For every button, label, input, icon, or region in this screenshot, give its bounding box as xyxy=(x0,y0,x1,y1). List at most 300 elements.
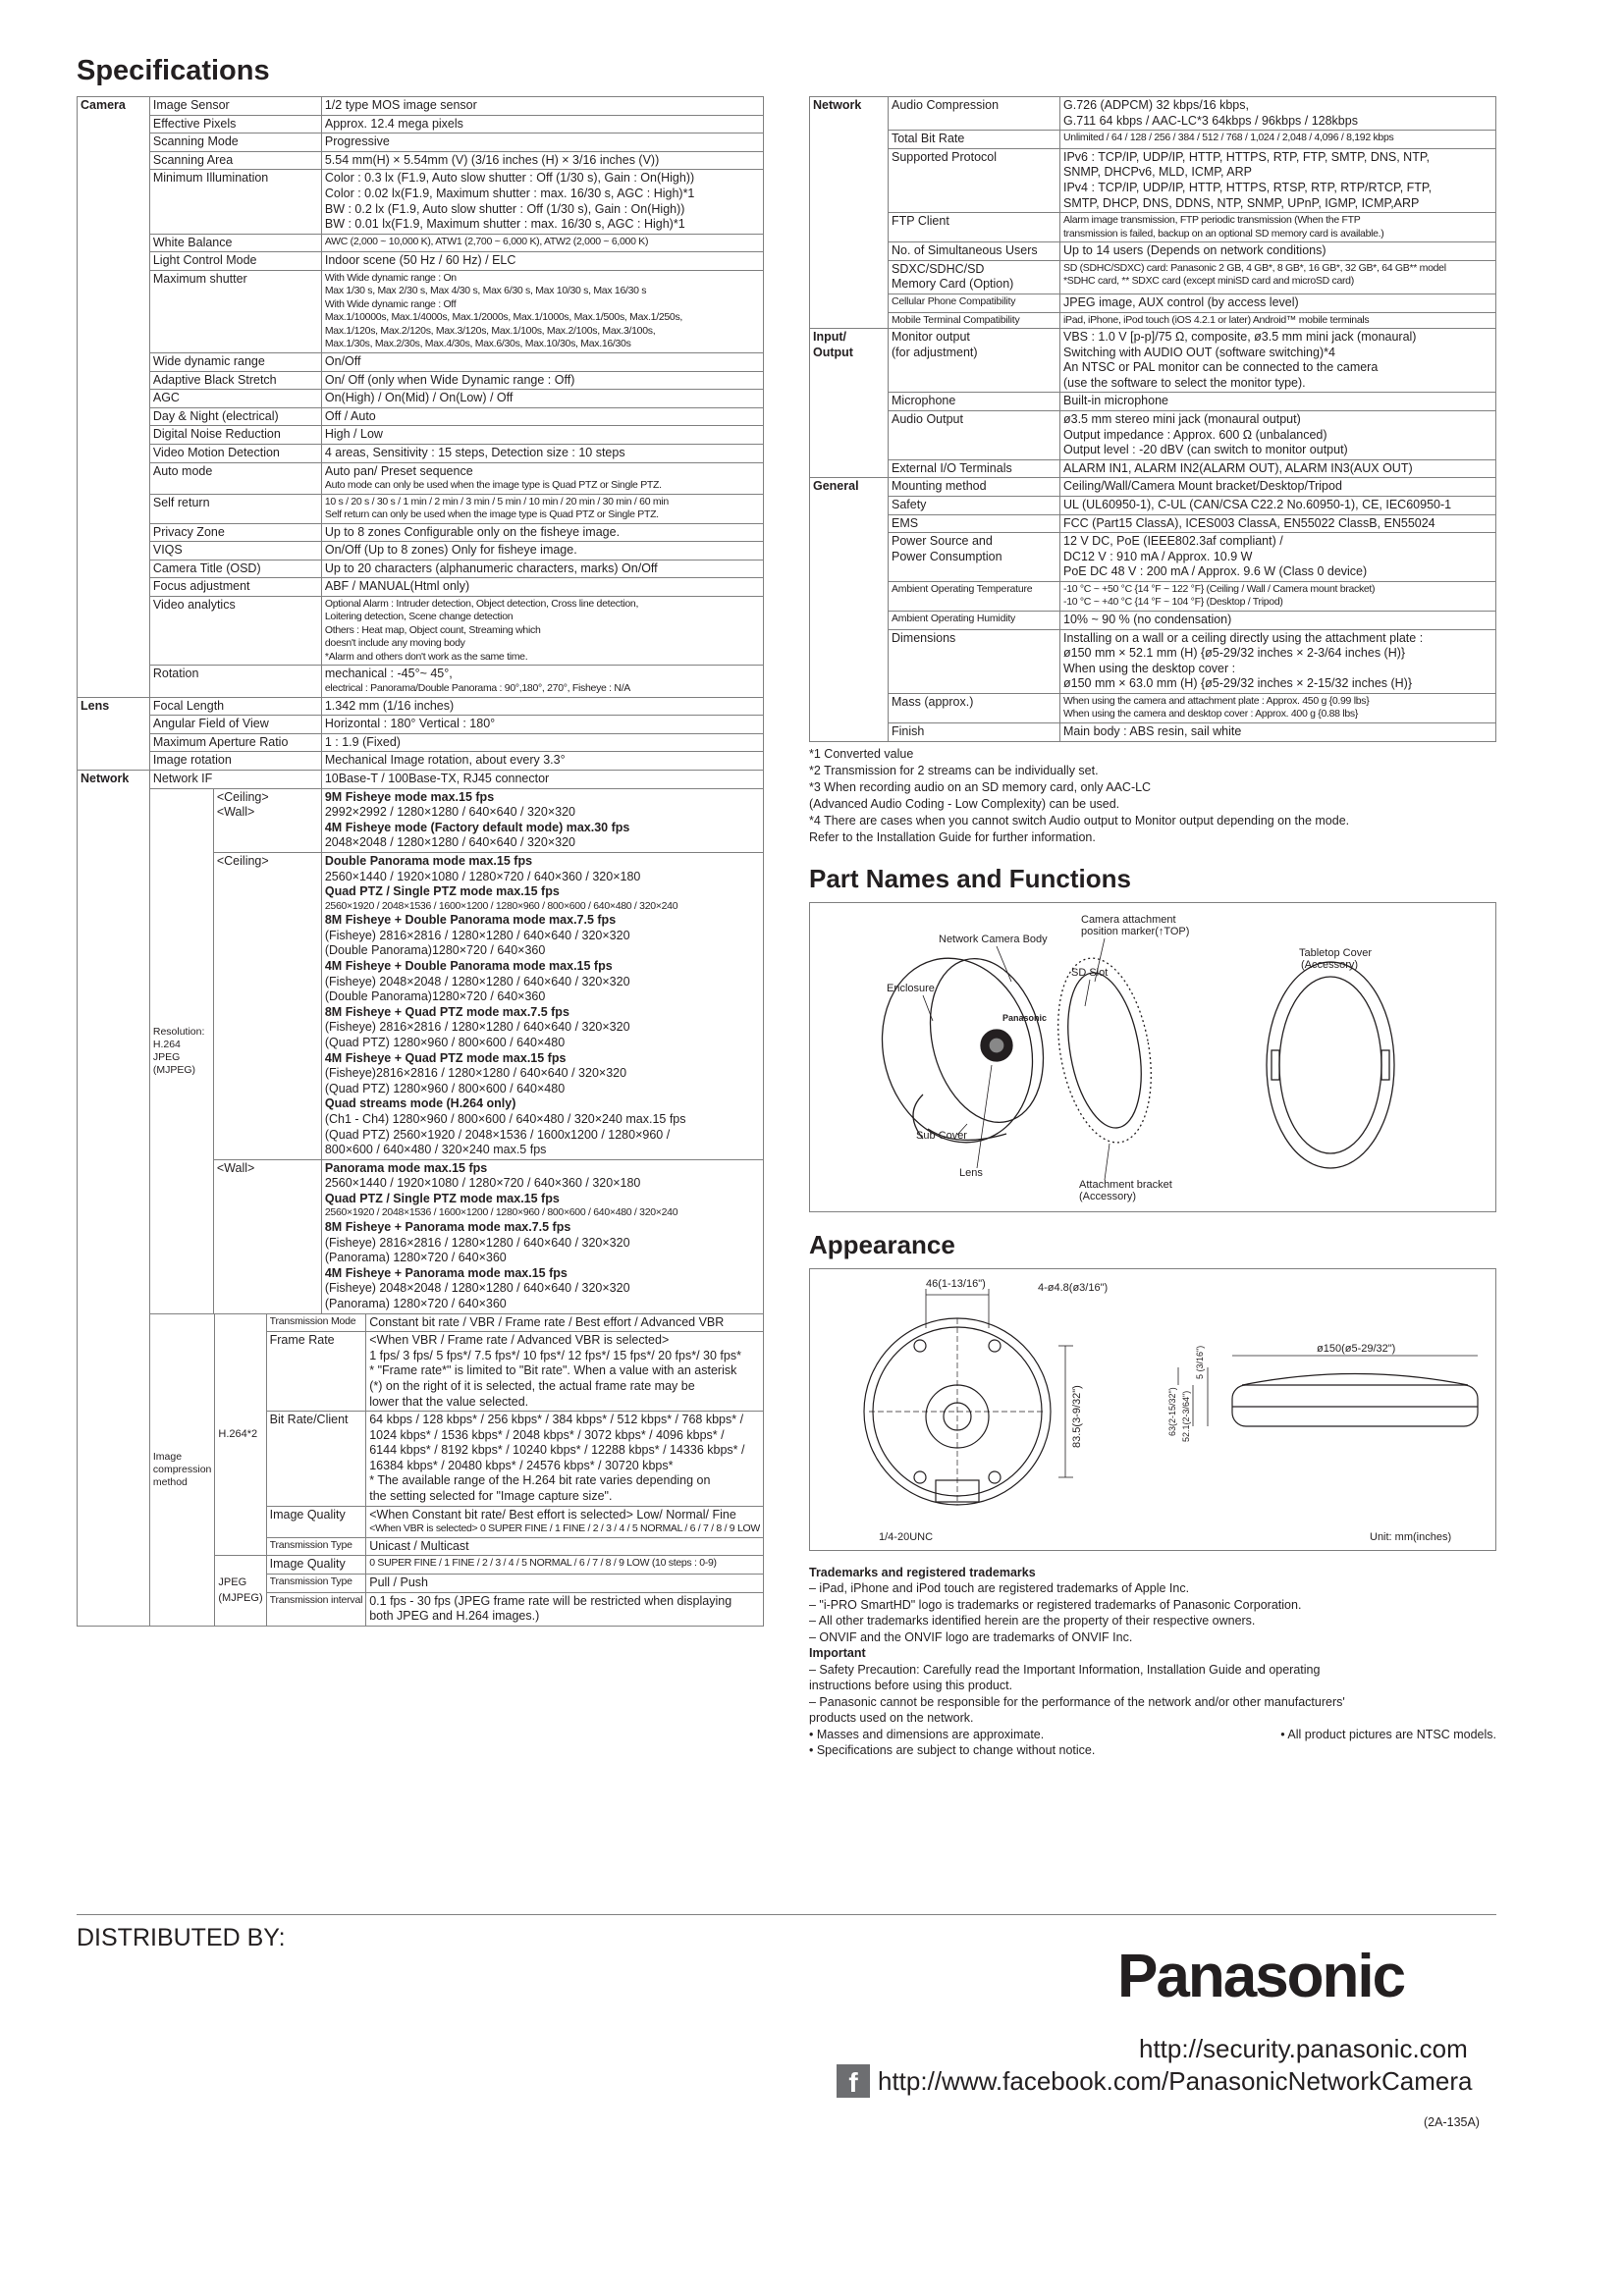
spec-label-cell xyxy=(149,733,321,752)
spec-row xyxy=(810,459,1496,478)
mount-type-cell xyxy=(213,788,321,852)
spec-label-cell xyxy=(889,611,1060,629)
spec-value-cell xyxy=(321,426,763,445)
spec-value-line: 2560×1920 / 2048×1536 / 1600×1200 / 1280×960 / 800×600 / 640×480 / 320×240 xyxy=(324,899,678,912)
spec-value-line: Switching with AUDIO OUT (software switching)*4 xyxy=(1063,345,1335,359)
spec-row xyxy=(810,478,1496,497)
spec-value-line: 4M Fisheye + Quad PTZ mode max.15 fps xyxy=(324,1050,567,1065)
facebook-link-row[interactable] xyxy=(837,2064,1473,2098)
spec-row xyxy=(78,578,764,597)
network-detail-cell xyxy=(149,788,763,1626)
spec-value-cell xyxy=(321,170,763,234)
spec-value-line: (Quad PTZ) 2560×1920 / 2048×1536 / 1600x1200 / 1280×960 / xyxy=(324,1127,671,1142)
spec-value-line: 2992×2992 / 1280×1280 / 640×640 / 320×320 xyxy=(324,805,575,820)
spec-row xyxy=(810,260,1496,294)
spec-label-cell xyxy=(149,560,321,578)
spec-label: Total Bit Rate xyxy=(892,132,965,146)
spec-label: Maximum Aperture Ratio xyxy=(152,734,289,749)
compression-value-cell xyxy=(366,1412,764,1507)
spec-value-line: 10 s / 20 s / 30 s / 1 min / 2 min / 3 min / 5 min / 10 min / 20 min / 30 min / 60 min xyxy=(324,495,669,507)
spec-category xyxy=(78,770,150,1626)
spec-label: AGC xyxy=(152,391,180,405)
spec-label: Minimum Illumination xyxy=(152,171,269,186)
spec-row xyxy=(78,494,764,523)
spec-value-line: SMTP, DHCP, DNS, DDNS, NTP, SNMP, UPnP, IGMP, ICMP,ARP xyxy=(1063,195,1420,210)
spec-label: Focus adjustment xyxy=(152,579,250,594)
spec-value-line: (Fisheye) 2048×2048 / 1280×1280 / 640×640 / 320×320 xyxy=(324,1281,630,1296)
spec-row xyxy=(810,213,1496,242)
spec-value-line: 800×600 / 640×480 / 320×240 max.5 fps xyxy=(324,1143,547,1157)
footnote: (Advanced Audio Coding - Low Complexity) can be used. xyxy=(809,796,1120,811)
spec-value-line: 1024 kbps* / 1536 kbps* / 2048 kbps* / 3072 kbps* / 4096 kbps* / xyxy=(369,1427,725,1442)
spec-value-line: 8M Fisheye + Double Panorama mode max.7.5 fps xyxy=(324,913,617,928)
spec-row xyxy=(78,133,764,152)
compression-table xyxy=(149,1313,764,1627)
spec-value-line: mechanical : -45°~ 45°, xyxy=(324,667,453,681)
spec-category-text: Input/ xyxy=(813,330,847,345)
spec-label-cell xyxy=(149,352,321,371)
spec-value-cell xyxy=(1060,213,1496,242)
compression-label-cell xyxy=(266,1332,366,1412)
spec-value-cell xyxy=(321,390,763,408)
spec-value-line: PoE DC 48 V : 200 mA / Approx. 9.6 W (Class 0 device) xyxy=(1063,564,1368,579)
spec-row xyxy=(78,170,764,234)
appearance-figure xyxy=(809,1268,1496,1551)
spec-label: Network IF xyxy=(152,771,213,785)
specifications-change-note: • Specifications are subject to change without notice. xyxy=(809,1743,1096,1757)
spec-value-line: 2560×1440 / 1920×1080 / 1280×720 / 640×360 / 320×180 xyxy=(324,869,641,883)
spec-label: Frame Rate xyxy=(269,1333,335,1348)
spec-row xyxy=(78,542,764,561)
spec-value-cell xyxy=(1060,294,1496,312)
spec-value-line: FCC (Part15 ClassA), ICES003 ClassA, EN55022 ClassB, EN55024 xyxy=(1063,515,1435,530)
spec-value-line: Built-in microphone xyxy=(1063,394,1168,408)
spec-category-text: Output xyxy=(813,345,853,359)
spec-value-line: 64 kbps / 128 kbps* / 256 kbps* / 384 kbps* / 512 kbps* / 768 kbps* / xyxy=(369,1413,744,1427)
lens-label: Lens xyxy=(959,1166,983,1179)
spec-value-cell xyxy=(321,716,763,734)
resolution-side-label xyxy=(149,788,213,1313)
dim-83-5-label: 83.5(3-9/32") xyxy=(1071,1384,1083,1448)
attachment-bracket-label: Attachment bracket xyxy=(1079,1178,1172,1191)
dim-46-label: 46(1-13/16") xyxy=(926,1277,986,1290)
spec-value-line: Quad PTZ / Single PTZ mode max.15 fps xyxy=(324,1191,560,1205)
important-heading: Important xyxy=(809,1646,866,1660)
compression-side-label xyxy=(149,1313,215,1626)
spec-label: Ambient Operating Temperature xyxy=(892,582,1033,595)
spec-label-cell xyxy=(889,393,1060,411)
mount-type-text: <Ceiling> xyxy=(216,789,269,804)
spec-row xyxy=(78,560,764,578)
spec-value-line: Max 1/30 s, Max 2/30 s, Max 4/30 s, Max 6/30 s, Max 10/30 s, Max 16/30 s xyxy=(324,285,647,297)
trademark-line: – ONVIF and the ONVIF logo are trademarks of ONVIF Inc. xyxy=(809,1629,1133,1644)
tabletop-cover-shape xyxy=(1267,962,1394,1168)
spec-label: External I/O Terminals xyxy=(892,460,1012,475)
jpeg-label xyxy=(215,1556,266,1626)
spec-row xyxy=(78,666,764,697)
spec-value-cell xyxy=(1060,148,1496,212)
ntsc-note: • All product pictures are NTSC models. xyxy=(1280,1727,1496,1741)
compression-side-text: method xyxy=(152,1475,188,1488)
mount-type-text: <Wall> xyxy=(216,1160,255,1175)
spec-value-line: (*) on the right of it is selected, the actual frame rate may be xyxy=(369,1378,695,1393)
spec-label-cell xyxy=(149,462,321,494)
spec-value-line: (Fisheye) 2048×2048 / 1280×1280 / 640×640 / 320×320 xyxy=(324,974,630,988)
spec-value-line: (Fisheye) 2816×2816 / 1280×1280 / 640×640 / 320×320 xyxy=(324,1235,630,1250)
spec-row xyxy=(78,390,764,408)
security-url-link[interactable]: http://security.panasonic.com xyxy=(1139,2034,1468,2063)
spec-value-line: Max.1/30s, Max.2/30s, Max.4/30s, Max.6/30s, Max.10/30s, Max.16/30s xyxy=(324,338,631,350)
spec-row xyxy=(78,752,764,771)
spec-value-line: Color : 0.02 lx(F1.9, Maximum shutter : max. 16/30 s, AGC : High)*1 xyxy=(324,186,695,200)
spec-value-cell xyxy=(321,115,763,133)
compression-row xyxy=(149,1556,763,1575)
spec-value-cell xyxy=(321,407,763,426)
spec-label-cell xyxy=(149,666,321,697)
spec-category xyxy=(810,478,889,741)
spec-row xyxy=(78,523,764,542)
spec-label-cell xyxy=(149,770,321,788)
spec-label: Mounting method xyxy=(892,479,987,494)
spec-label: White Balance xyxy=(152,235,233,249)
mount-type-cell xyxy=(213,852,321,1159)
spec-value-line: 10% ~ 90 % (no condensation) xyxy=(1063,612,1232,626)
spec-value-cell xyxy=(1060,533,1496,582)
spec-label: Light Control Mode xyxy=(152,253,257,268)
important-line: – Safety Precaution: Carefully read the Important Information, Installation Guide and operating xyxy=(809,1662,1321,1677)
spec-label: Bit Rate/Client xyxy=(269,1413,349,1427)
spec-row xyxy=(78,371,764,390)
jpeg-label-text: JPEG xyxy=(218,1575,247,1588)
spec-value-cell xyxy=(321,733,763,752)
spec-label: SDXC/SDHC/SD xyxy=(892,261,985,276)
footer-divider xyxy=(77,1914,1496,1915)
compression-row xyxy=(149,1313,763,1332)
position-marker-label: position marker(↑TOP) xyxy=(1081,925,1190,937)
spec-value-line: UL (UL60950-1), C-UL (CAN/CSA C22.2 No.60950-1), CE, IEC60950-1 xyxy=(1063,497,1452,511)
compression-value-cell xyxy=(366,1332,764,1412)
spec-value-line: 0.1 fps - 30 fps (JPEG frame rate will be restricted when displaying xyxy=(369,1593,732,1608)
spec-value-line: When using the desktop cover : xyxy=(1063,661,1236,675)
resolution-side-text: JPEG xyxy=(152,1050,181,1063)
spec-category-text: Network xyxy=(81,771,130,785)
spec-label: Focal Length xyxy=(152,698,225,713)
document-code: (2A-135A) xyxy=(1424,2115,1480,2129)
spec-value-line: 5.54 mm(H) × 5.54mm (V) (3/16 inches (H) × 3/16 inches (V)) xyxy=(324,152,660,167)
spec-row xyxy=(810,533,1496,582)
spec-label-cell xyxy=(149,596,321,666)
compression-label-cell xyxy=(266,1556,366,1575)
spec-label: Self return xyxy=(152,495,210,509)
spec-value-line: 4M Fisheye mode (Factory default mode) max.30 fps xyxy=(324,820,630,834)
spec-label: Supported Protocol xyxy=(892,149,998,164)
spec-label-cell xyxy=(149,390,321,408)
spec-value-cell xyxy=(1060,514,1496,533)
appearance-drawing xyxy=(810,1269,1497,1552)
spec-label: Privacy Zone xyxy=(152,524,225,539)
spec-label-cell xyxy=(149,115,321,133)
spec-label-cell xyxy=(149,697,321,716)
spec-label: EMS xyxy=(892,515,919,530)
spec-category-text: Lens xyxy=(81,698,110,713)
jpeg-label-text: (MJPEG) xyxy=(218,1591,263,1604)
spec-value-line: When using the camera and attachment plate : Approx. 450 g {0.99 lbs} xyxy=(1063,694,1370,707)
spec-value-line: Up to 8 zones Configurable only on the fisheye image. xyxy=(324,524,621,539)
spec-value-line: 2560×1440 / 1920×1080 / 1280×720 / 640×360 / 320×180 xyxy=(324,1176,641,1191)
spec-value-line: On/Off (Up to 8 zones) Only for fisheye image. xyxy=(324,543,577,558)
spec-value-line: (Double Panorama)1280×720 / 640×360 xyxy=(324,989,546,1004)
spec-value-line: When using the camera and desktop cover : Approx. 400 g {0.88 lbs} xyxy=(1063,708,1359,721)
spec-table-right xyxy=(809,96,1496,742)
spec-value-cell xyxy=(1060,581,1496,611)
compression-label-cell xyxy=(266,1506,366,1537)
spec-value-line: ø3.5 mm stereo mini jack (monaural output) xyxy=(1063,412,1301,426)
spec-value-line: Panorama mode max.15 fps xyxy=(324,1160,488,1175)
spec-value-cell xyxy=(321,697,763,716)
spec-value-line: AWC (2,000 ~ 10,000 K), ATW1 (2,700 ~ 6,000 K), ATW2 (2,000 ~ 6,000 K) xyxy=(324,235,649,247)
spec-value-line: G.711 64 kbps / AAC-LC*3 64kbps / 96kbps / 128kbps xyxy=(1063,113,1358,128)
spec-value-line: Pull / Push xyxy=(369,1575,428,1589)
spec-value-line: -10 °C ~ +50 °C {14 °F ~ 122 °F} (Ceiling / Wall / Camera mount bracket) xyxy=(1063,582,1376,595)
spec-row xyxy=(78,234,764,252)
spec-label-cell xyxy=(149,444,321,462)
resolution-row xyxy=(149,788,763,852)
spec-label: Scanning Mode xyxy=(152,134,239,149)
spec-value-cell xyxy=(321,371,763,390)
spec-value-line: (Panorama) 1280×720 / 640×360 xyxy=(324,1296,507,1310)
resolution-values-cell xyxy=(321,1159,763,1313)
spec-label: Mobile Terminal Compatibility xyxy=(892,313,1020,326)
spec-row xyxy=(810,393,1496,411)
spec-value-line: Output level : -20 dBV (can switch to monitor output) xyxy=(1063,443,1348,457)
spec-table-left xyxy=(77,96,764,1627)
spec-value-line: ALARM IN1, ALARM IN2(ALARM OUT), ALARM IN3(AUX OUT) xyxy=(1063,460,1413,475)
part-names-figure xyxy=(809,902,1496,1212)
spec-label: Ambient Operating Humidity xyxy=(892,612,1016,624)
footnote: *4 There are cases when you cannot switch Audio output to Monitor output depending on the mode. xyxy=(809,813,1350,828)
spec-row xyxy=(78,352,764,371)
spec-value-line: -10 °C ~ +40 °C {14 °F ~ 104 °F} (Desktop / Tripod) xyxy=(1063,596,1283,609)
spec-label: Angular Field of View xyxy=(152,717,269,731)
spec-value-line: (Quad PTZ) 1280×960 / 800×600 / 640×480 xyxy=(324,1035,566,1049)
spec-value-line: lower that the value selected. xyxy=(369,1394,529,1409)
spec-row xyxy=(810,722,1496,741)
facebook-url-link[interactable]: http://www.facebook.com/PanasonicNetworkCamera xyxy=(878,2065,1473,2096)
spec-row xyxy=(810,312,1496,329)
spec-value-line: 4M Fisheye + Double Panorama mode max.15 fps xyxy=(324,958,613,973)
spec-value-line: (Fisheye) 2816×2816 / 1280×1280 / 640×640 / 320×320 xyxy=(324,1020,630,1035)
spec-value-line: Main body : ABS resin, sail white xyxy=(1063,723,1242,738)
spec-value-line: transmission is failed, backup on an optional SD memory card is available.) xyxy=(1063,227,1384,240)
spec-label-cell xyxy=(149,97,321,116)
spec-value-line: High / Low xyxy=(324,427,383,442)
spec-value-cell xyxy=(1060,393,1496,411)
attachment-bracket-accessory-label: (Accessory) xyxy=(1079,1190,1137,1202)
spec-value-line: both JPEG and H.264 images.) xyxy=(369,1609,540,1624)
spec-label: Power Consumption xyxy=(892,549,1002,563)
resolution-row xyxy=(149,1159,763,1313)
spec-value-cell xyxy=(1060,496,1496,514)
spec-value-line: * The available range of the H.264 bit rate varies depending on xyxy=(369,1473,711,1488)
spec-value-line: 1 : 1.9 (Fixed) xyxy=(324,734,401,749)
spec-value-line: Optional Alarm : Intruder detection, Object detection, Cross line detection, xyxy=(324,597,639,610)
spec-value-line: 9M Fisheye mode max.15 fps xyxy=(324,789,495,804)
spec-row xyxy=(810,581,1496,611)
spec-value-line: Ceiling/Wall/Camera Mount bracket/Desktop/Tripod xyxy=(1063,479,1342,494)
compression-value-cell xyxy=(366,1537,764,1556)
spec-value-cell xyxy=(321,444,763,462)
tabletop-cover-accessory-label: (Accessory) xyxy=(1301,958,1359,971)
spec-row xyxy=(810,294,1496,312)
spec-value-line: Unlimited / 64 / 128 / 256 / 384 / 512 / 768 / 1,024 / 2,048 / 4,096 / 8,192 kbps xyxy=(1063,132,1394,144)
spec-category xyxy=(810,329,889,478)
enclosure-shape xyxy=(862,940,1053,1158)
spec-label-cell xyxy=(889,693,1060,722)
spec-row xyxy=(78,270,764,352)
compression-value-cell xyxy=(366,1592,764,1626)
spec-value-cell xyxy=(1060,329,1496,393)
spec-label: Audio Output xyxy=(892,412,963,426)
spec-value-line: SD (SDHC/SDXC) card: Panasonic 2 GB, 4 GB*, 8 GB*, 16 GB*, 32 GB*, 64 GB** model xyxy=(1063,261,1446,274)
trademarks-heading: Trademarks and registered trademarks xyxy=(809,1565,1036,1579)
compression-value-cell xyxy=(366,1574,764,1592)
spec-value-line: doesn't include any moving body xyxy=(324,637,465,650)
spec-value-cell xyxy=(321,542,763,561)
footnote: *1 Converted value xyxy=(809,746,914,761)
spec-row xyxy=(78,151,764,170)
spec-label-cell xyxy=(889,514,1060,533)
spec-label-cell xyxy=(889,722,1060,741)
spec-value-cell xyxy=(321,133,763,152)
spec-value-cell xyxy=(321,523,763,542)
spec-row xyxy=(78,697,764,716)
spec-label-cell xyxy=(889,581,1060,611)
spec-row xyxy=(78,716,764,734)
resolution-values-cell xyxy=(321,788,763,852)
resolution-values-cell xyxy=(321,852,763,1159)
spec-label-cell xyxy=(889,629,1060,693)
spec-value-line: <When Constant bit rate/ Best effort is selected> Low/ Normal/ Fine xyxy=(369,1507,736,1522)
spec-value-line: ø150 mm × 63.0 mm (H) {ø5-29/32 inches × 2-15/32 inches (H)} xyxy=(1063,676,1413,691)
spec-value-line: Self return can only be used when the image type is Quad PTZ or Single PTZ. xyxy=(324,508,659,521)
dim-150-label: ø150(ø5-29/32") xyxy=(1317,1342,1396,1355)
spec-value-cell xyxy=(1060,722,1496,741)
spec-label: Image rotation xyxy=(152,753,232,768)
spec-label: (for adjustment) xyxy=(892,345,978,359)
spec-category xyxy=(78,97,150,698)
spec-value-line: 0 SUPER FINE / 1 FINE / 2 / 3 / 4 / 5 NORMAL / 6 / 7 / 8 / 9 LOW (10 steps : 0-9) xyxy=(369,1557,717,1570)
spec-value-line: <When VBR / Frame rate / Advanced VBR is selected> xyxy=(369,1333,670,1348)
resolution-side-text: Resolution: xyxy=(152,1025,205,1038)
important-line: instructions before using this product. xyxy=(809,1679,1013,1692)
spec-label: Monitor output xyxy=(892,330,970,345)
spec-label: Camera Title (OSD) xyxy=(152,561,261,575)
spec-value-line: 4M Fisheye + Panorama mode max.15 fps xyxy=(324,1265,568,1280)
spec-label-cell xyxy=(149,752,321,771)
spec-row xyxy=(78,733,764,752)
footnote: Refer to the Installation Guide for further information. xyxy=(809,829,1096,844)
enclosure-label: Enclosure xyxy=(887,982,935,994)
sd-slot-label: SD Slot xyxy=(1071,966,1109,979)
spec-value-line: On(High) / On(Mid) / On(Low) / Off xyxy=(324,391,514,405)
resolution-row xyxy=(149,852,763,1159)
spec-value-cell xyxy=(1060,629,1496,693)
spec-category-text: General xyxy=(813,479,859,494)
camera-attachment-label: Camera attachment xyxy=(1081,913,1176,926)
compression-label-cell xyxy=(266,1313,366,1332)
spec-value-line: (Fisheye)2816×2816 / 1280×1280 / 640×640 / 320×320 xyxy=(324,1066,627,1081)
spec-value-line: Alarm image transmission, FTP periodic transmission (When the FTP xyxy=(1063,214,1361,227)
spec-row xyxy=(810,329,1496,393)
spec-value-cell xyxy=(1060,312,1496,329)
spec-label-cell xyxy=(149,494,321,523)
spec-row xyxy=(810,131,1496,149)
mount-type-cell xyxy=(213,1159,321,1313)
spec-value-cell xyxy=(1060,97,1496,131)
spec-label-cell xyxy=(889,478,1060,497)
resolution-table xyxy=(149,788,764,1314)
spec-value-line: *Alarm and others don't work as the same time. xyxy=(324,650,528,663)
spec-label-cell xyxy=(889,148,1060,212)
important-line: products used on the network. xyxy=(809,1711,974,1725)
spec-value-line: 6144 kbps* / 8192 kbps* / 10240 kbps* / 12288 kbps* / 14336 kbps* / xyxy=(369,1443,745,1458)
footnote: *3 When recording audio on an SD memory card, only AAC-LC xyxy=(809,779,1152,794)
spec-category xyxy=(78,697,150,770)
spec-value-line: On/ Off (only when Wide Dynamic range : Off) xyxy=(324,372,575,387)
spec-label: Effective Pixels xyxy=(152,116,237,131)
spec-row xyxy=(810,611,1496,629)
spec-label: Wide dynamic range xyxy=(152,353,265,368)
h264-label: H.264*2 xyxy=(215,1313,266,1556)
spec-value-line: <When VBR is selected> 0 SUPER FINE / 1 FINE / 2 / 3 / 4 / 5 NORMAL / 6 / 7 / 8 / 9 LOW xyxy=(369,1522,760,1535)
spec-label-cell xyxy=(149,716,321,734)
spec-row xyxy=(810,629,1496,693)
network-camera-body-label: Network Camera Body xyxy=(939,933,1048,945)
spec-label: Maximum shutter xyxy=(152,271,247,286)
spec-label: Video analytics xyxy=(152,597,236,612)
spec-value-line: An NTSC or PAL monitor can be connected to the camera xyxy=(1063,360,1379,375)
spec-label: Auto mode xyxy=(152,463,213,478)
spec-value-line: Others : Heat map, Object count, Streaming which xyxy=(324,623,541,636)
spec-row xyxy=(810,411,1496,460)
spec-label: Adaptive Black Stretch xyxy=(152,372,277,387)
part-names-diagram xyxy=(810,903,1497,1213)
spec-row xyxy=(78,115,764,133)
mount-type-text: <Ceiling> xyxy=(216,853,269,868)
spec-value-line: (Ch1 - Ch4) 1280×960 / 800×600 / 640×480 / 320×240 max.15 fps xyxy=(324,1111,686,1126)
spec-row xyxy=(78,770,764,788)
spec-label: Transmission Mode xyxy=(269,1314,356,1327)
spec-label: Memory Card (Option) xyxy=(892,277,1014,292)
resolution-side-text: (MJPEG) xyxy=(152,1063,196,1076)
spec-value-line: Max.1/10000s, Max.1/4000s, Max.1/2000s, Max.1/1000s, Max.1/500s, Max.1/250s, xyxy=(324,311,683,324)
spec-value-line: BW : 0.01 lx(F1.9, Maximum shutter : max. 16/30 s, AGC : High)*1 xyxy=(324,217,685,232)
compression-label-cell xyxy=(266,1412,366,1507)
spec-label-cell xyxy=(889,496,1060,514)
spec-label-cell xyxy=(149,151,321,170)
spec-value-line: ø150 mm × 52.1 mm (H) {ø5-29/32 inches × 2-3/64 inches (H)} xyxy=(1063,646,1406,661)
spec-label-cell xyxy=(149,542,321,561)
spec-row xyxy=(78,97,764,116)
spec-label: Transmission interval xyxy=(269,1593,363,1606)
spec-label-cell xyxy=(149,371,321,390)
spec-value-cell xyxy=(1060,260,1496,294)
spec-label-cell xyxy=(889,97,1060,131)
spec-row xyxy=(78,462,764,494)
compression-label-cell xyxy=(266,1537,366,1556)
spec-label-cell xyxy=(149,426,321,445)
spec-label-cell xyxy=(149,407,321,426)
